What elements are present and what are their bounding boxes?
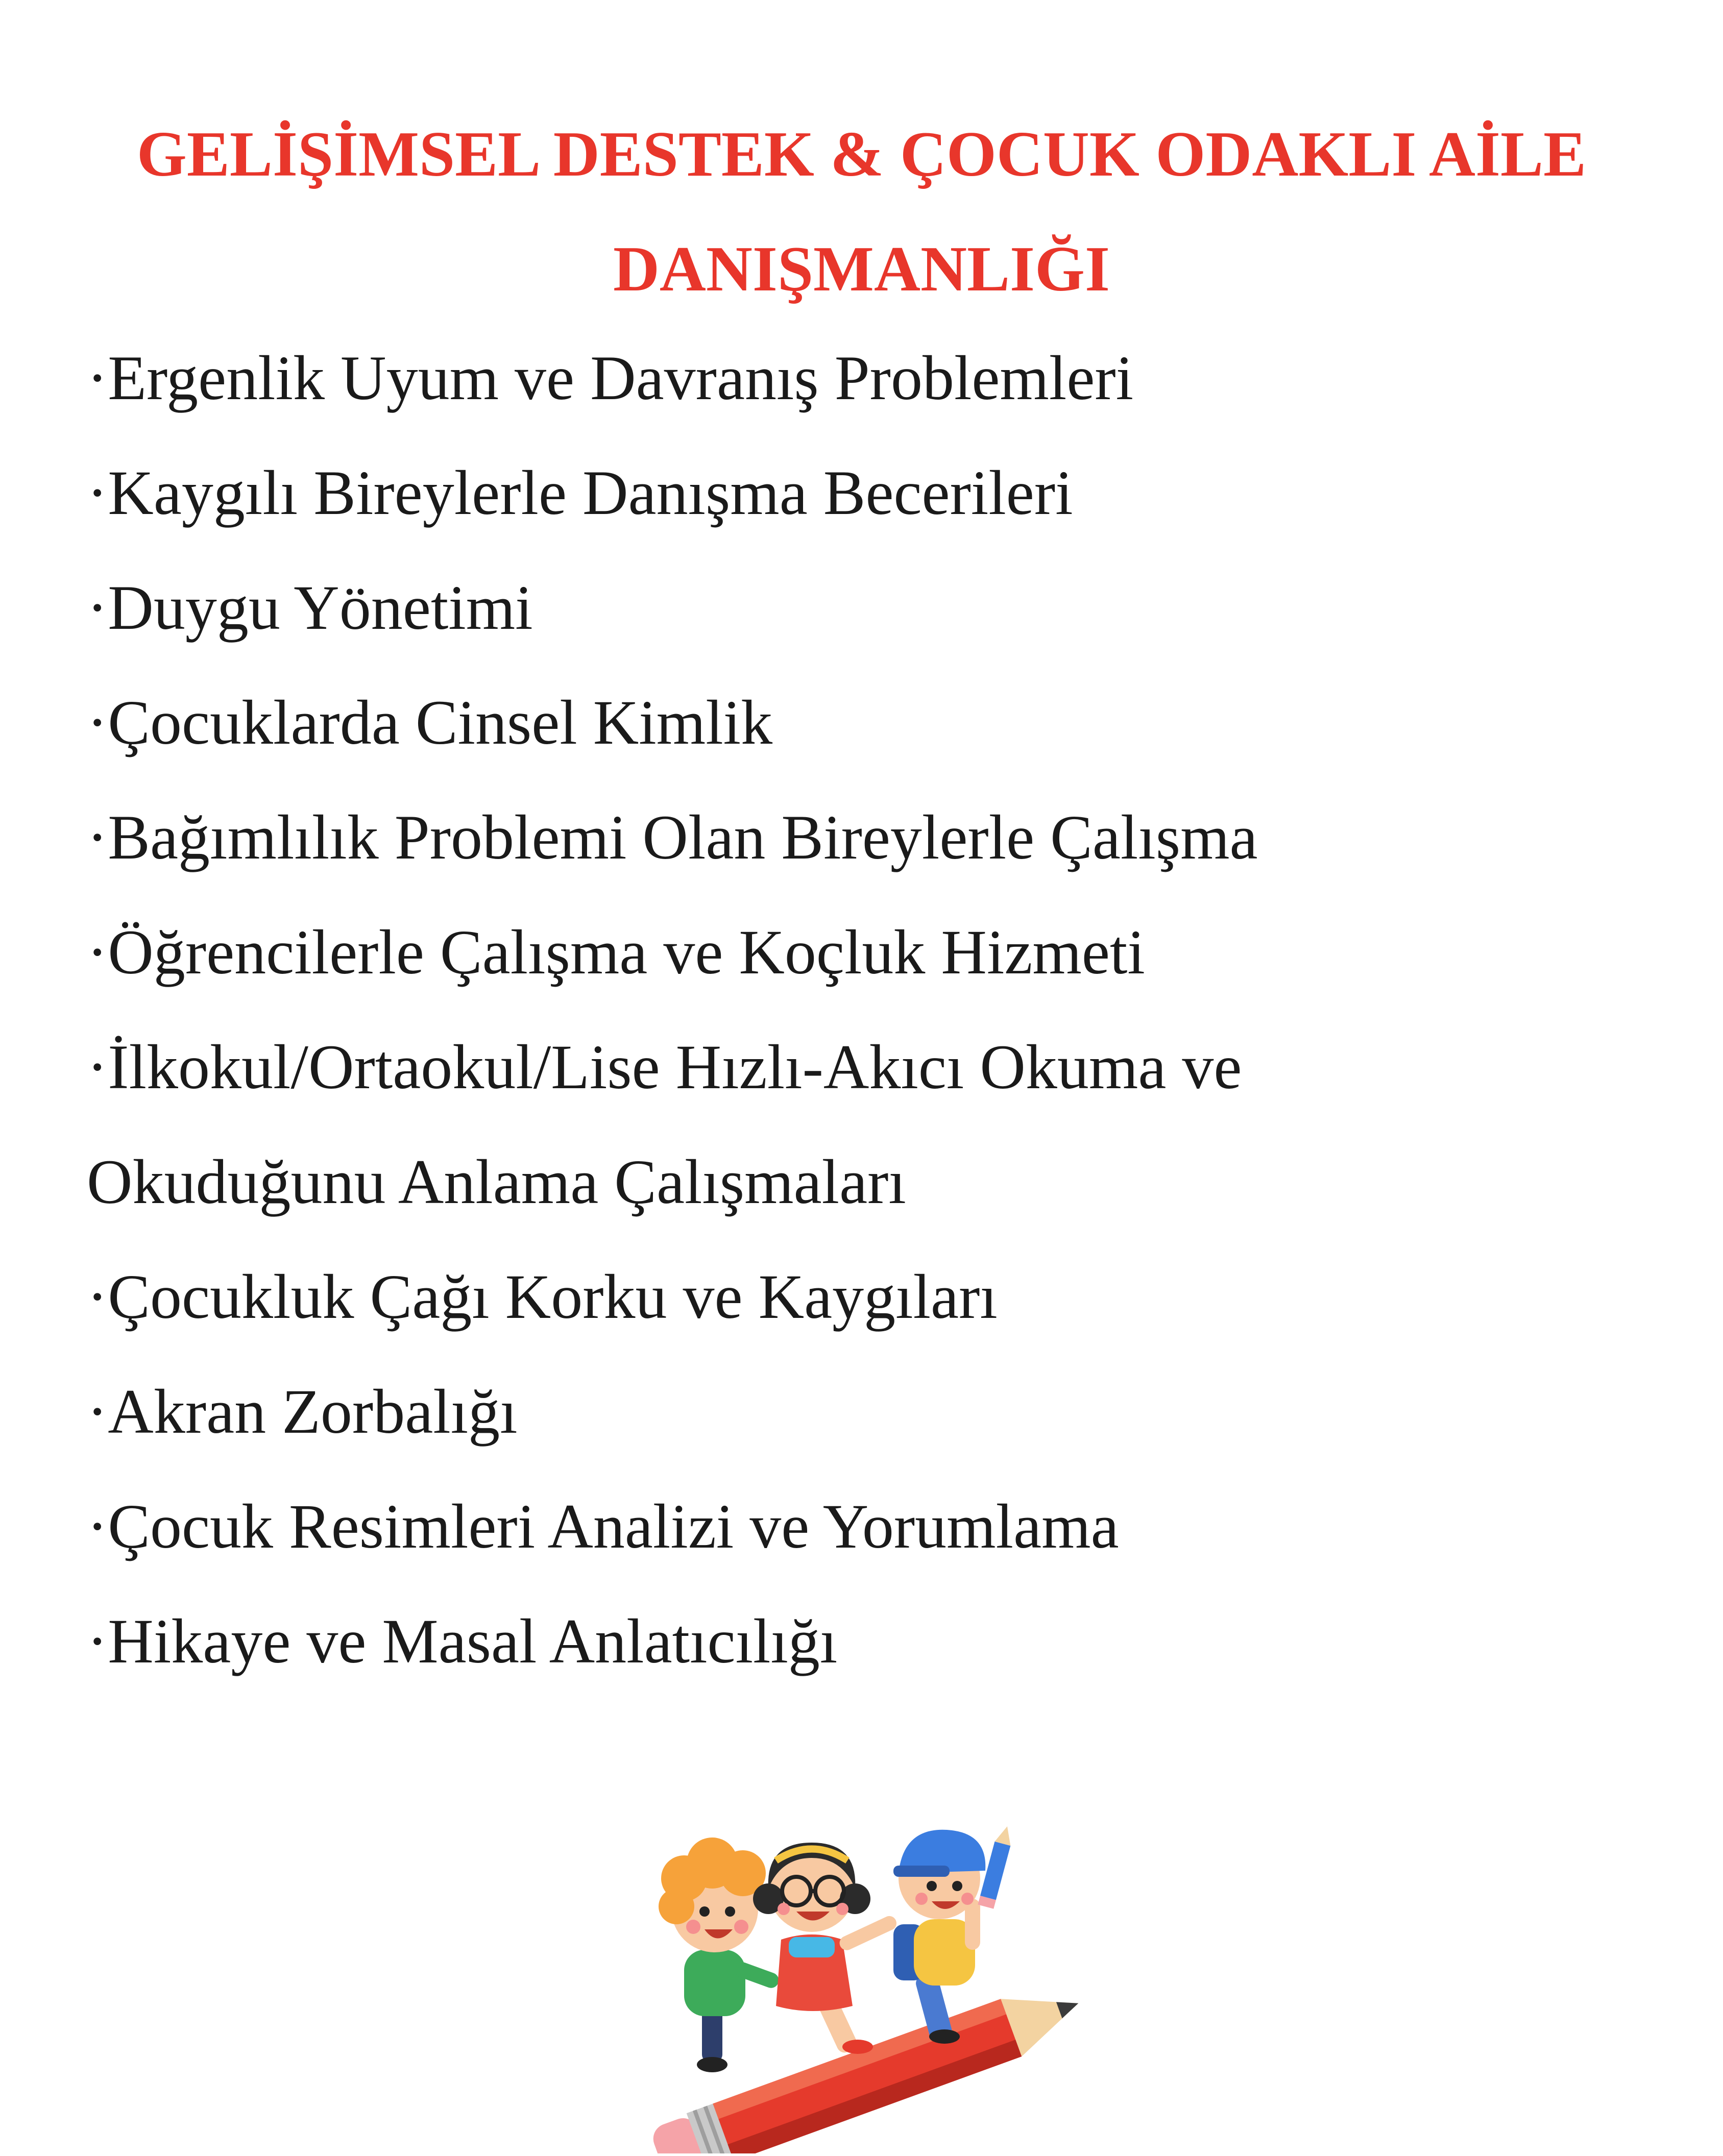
list-item: ·İlkokul/Ortaokul/Lise Hızlı-Akıcı Okuma ve <box>87 1032 1242 1102</box>
kids-riding-pencil-icon <box>628 1822 1103 2153</box>
list-item: ·Ergenlik Uyum ve Davranış Problemleri <box>87 343 1134 413</box>
page-title-line-2: DANIŞMANLIĞI <box>613 234 1110 305</box>
page-title <box>0 97 1723 327</box>
page-title-line-1: GELİŞİMSEL DESTEK & ÇOCUK ODAKLI AİLE <box>136 119 1587 190</box>
list-item: Okuduğunu Anlama Çalışmaları <box>87 1147 906 1217</box>
list-item: ·Çocukluk Çağı Korku ve Kaygıları <box>87 1262 998 1332</box>
service-list <box>87 321 1669 1699</box>
list-item: ·Çocuk Resimleri Analizi ve Yorumlama <box>87 1491 1119 1561</box>
list-item: ·Hikaye ve Masal Anlatıcılığı <box>87 1606 838 1676</box>
list-item: ·Kaygılı Bireylerle Danışma Becerileri <box>87 458 1073 528</box>
list-item: ·Bağımlılık Problemi Olan Bireylerle Çalışma <box>87 802 1258 872</box>
list-item: ·Öğrencilerle Çalışma ve Koçluk Hizmeti <box>87 917 1145 987</box>
list-item: ·Duygu Yönetimi <box>87 573 533 643</box>
list-item: ·Çocuklarda Cinsel Kimlik <box>87 688 773 757</box>
list-item: ·Akran Zorbalığı <box>87 1377 518 1447</box>
